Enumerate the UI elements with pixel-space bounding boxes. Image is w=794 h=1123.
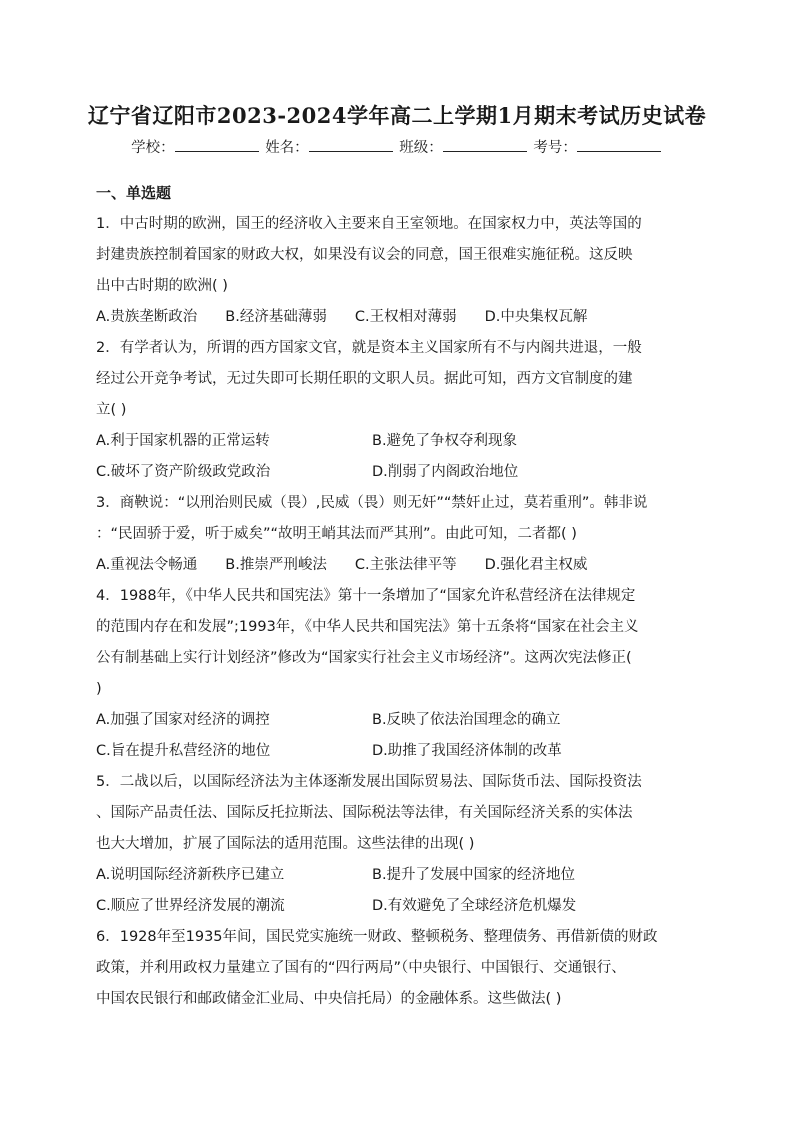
question-5 — [96, 767, 698, 922]
question-line: 经过公开竞争考试，无过失即可长期任职的文职人员。据此可知，西方文官制度的建 — [96, 371, 633, 387]
number-blank[interactable] — [577, 137, 661, 152]
question-line: 4．1988年，《中华人民共和国宪法》第十一条增加了“国家允许私营经济在法律规定 — [96, 588, 636, 604]
option-d[interactable]: D.强化君主权威 — [484, 557, 588, 573]
name-label: 姓名： — [265, 140, 309, 156]
question-line: ) — [96, 681, 102, 697]
class-blank[interactable] — [443, 137, 527, 152]
option-a[interactable]: A.贵族垄断政治 — [96, 309, 198, 325]
option-a[interactable]: A.重视法令畅通 — [96, 557, 198, 573]
student-info-line — [0, 136, 794, 157]
question-line: ：“民固骄于爱，听于威矣”“故明王峭其法而严其刑”。由此可知，二者都( ) — [96, 526, 577, 542]
exam-title: 辽宁省辽阳市2023-2024学年高二上学期1月期末考试历史试卷 — [87, 103, 707, 128]
question-line: 、国际产品责任法、国际反托拉斯法、国际税法等法律，有关国际经济关系的实体法 — [96, 805, 633, 821]
number-label: 考号： — [533, 140, 577, 156]
option-a[interactable]: A.说明国际经济新秩序已建立 — [96, 867, 285, 883]
options-grid — [96, 860, 698, 922]
school-label: 学校： — [131, 140, 175, 156]
option-b[interactable]: B.推崇严刑峻法 — [225, 557, 327, 573]
option-d[interactable]: D.助推了我国经济体制的改革 — [372, 743, 562, 759]
school-blank[interactable] — [175, 137, 259, 152]
question-line: 6．1928年至1935年间，国民党实施统一财政、整顿税务、整理债务、再借新债的财政 — [96, 929, 658, 945]
question-line: 封建贵族控制着国家的财政大权，如果没有议会的同意，国王很难实施征税。这反映 — [96, 247, 633, 263]
option-c[interactable]: C.破坏了资产阶级政党政治 — [96, 464, 271, 480]
option-b[interactable]: B.提升了发展中国家的经济地位 — [372, 867, 576, 883]
question-line: 1．中古时期的欧洲，国王的经济收入主要来自王室领地。在国家权力中，英法等国的 — [96, 216, 642, 232]
question-line: 出中古时期的欧洲( ) — [96, 278, 228, 294]
question-line: 3．商鞅说：“以刑治则民威（畏）,民威（畏）则无奸”“禁奸止过，莫若重刑”。韩非说 — [96, 495, 648, 511]
question-line: 公有制基础上实行计划经济”修改为“国家实行社会主义市场经济”。这两次宪法修正( — [96, 650, 632, 666]
name-blank[interactable] — [309, 137, 393, 152]
option-a[interactable]: A.加强了国家对经济的调控 — [96, 712, 270, 728]
question-1 — [96, 209, 698, 333]
option-d[interactable]: D.中央集权瓦解 — [484, 309, 588, 325]
question-line: 政策，并利用政权力量建立了国有的“四行两局”（中央银行、中国银行、交通银行、 — [96, 960, 626, 976]
section-heading: 一、单选题 — [96, 184, 172, 202]
option-a[interactable]: A.利于国家机器的正常运转 — [96, 433, 270, 449]
option-b[interactable]: B.反映了依法治国理念的确立 — [372, 712, 561, 728]
question-2 — [96, 333, 698, 488]
question-line: 中国农民银行和邮政储金汇业局、中央信托局）的金融体系。这些做法( ) — [96, 991, 562, 1007]
question-line: 的范围内存在和发展”;1993年，《中华人民共和国宪法》第十五条将“国家在社会主义 — [96, 619, 639, 635]
options-grid — [96, 705, 698, 767]
option-b[interactable]: B.经济基础薄弱 — [225, 309, 327, 325]
question-6 — [96, 922, 698, 1015]
question-3 — [96, 488, 698, 581]
question-line: 也大大增加，扩展了国际法的适用范围。这些法律的出现( ) — [96, 836, 475, 852]
option-c[interactable]: C.旨在提升私营经济的地位 — [96, 743, 271, 759]
options-row — [96, 550, 698, 581]
option-d[interactable]: D.有效避免了全球经济危机爆发 — [372, 898, 577, 914]
question-line: 5．二战以后，以国际经济法为主体逐渐发展出国际贸易法、国际货币法、国际投资法 — [96, 774, 642, 790]
option-c[interactable]: C.王权相对薄弱 — [354, 309, 457, 325]
questions-area — [96, 178, 698, 1015]
option-c[interactable]: C.主张法律平等 — [354, 557, 457, 573]
class-label: 班级： — [399, 140, 443, 156]
options-grid — [96, 426, 698, 488]
option-b[interactable]: B.避免了争权夺利现象 — [372, 433, 518, 449]
question-line: 立( ) — [96, 402, 127, 418]
option-c[interactable]: C.顺应了世界经济发展的潮流 — [96, 898, 285, 914]
question-4 — [96, 581, 698, 767]
option-d[interactable]: D.削弱了内阁政治地位 — [372, 464, 519, 480]
options-row — [96, 302, 698, 333]
question-line: 2．有学者认为，所谓的西方国家文官，就是资本主义国家所有不与内阁共进退，一般 — [96, 340, 642, 356]
